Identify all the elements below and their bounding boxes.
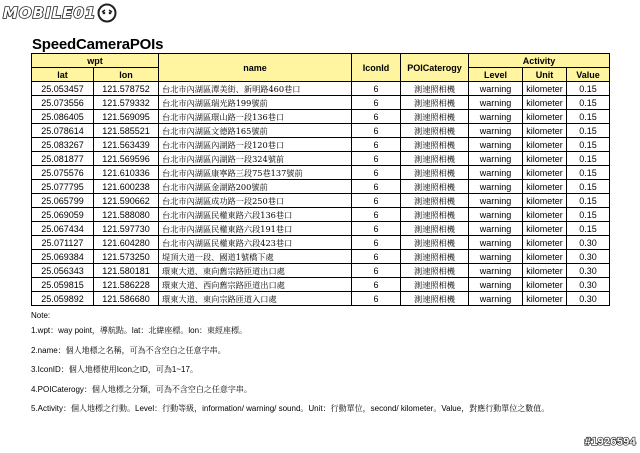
cell-lat: 25.059892 bbox=[32, 292, 94, 306]
table-row bbox=[32, 96, 610, 110]
table-row bbox=[32, 222, 610, 236]
cell-iconid: 6 bbox=[352, 208, 401, 222]
cell-value: 0.30 bbox=[567, 292, 610, 306]
cell-name: 環東大道、西向舊宗路匝道出口處 bbox=[159, 278, 352, 292]
cell-lat: 25.078614 bbox=[32, 124, 94, 138]
cell-unit: kilometer bbox=[523, 82, 567, 96]
logo-face-icon bbox=[97, 3, 117, 23]
cell-unit: kilometer bbox=[523, 264, 567, 278]
cell-lat: 25.083267 bbox=[32, 138, 94, 152]
cell-category: 測速照相機 bbox=[401, 208, 469, 222]
cell-lon: 121.579332 bbox=[94, 96, 159, 110]
cell-category: 測速照相機 bbox=[401, 236, 469, 250]
cell-lat: 25.053457 bbox=[32, 82, 94, 96]
logo-text: MOBILE01 bbox=[3, 4, 97, 22]
cell-value: 0.15 bbox=[567, 110, 610, 124]
cell-level: warning bbox=[469, 180, 523, 194]
cell-category: 測速照相機 bbox=[401, 278, 469, 292]
cell-name: 台北市內湖區環山路一段136巷口 bbox=[159, 110, 352, 124]
cell-iconid: 6 bbox=[352, 152, 401, 166]
cell-iconid: 6 bbox=[352, 278, 401, 292]
cell-level: warning bbox=[469, 208, 523, 222]
cell-level: warning bbox=[469, 250, 523, 264]
image-id-watermark: #1926594 bbox=[584, 436, 636, 448]
cell-iconid: 6 bbox=[352, 250, 401, 264]
table-body bbox=[32, 82, 610, 306]
cell-level: warning bbox=[469, 236, 523, 250]
cell-unit: kilometer bbox=[523, 292, 567, 306]
cell-lat: 25.065799 bbox=[32, 194, 94, 208]
cell-iconid: 6 bbox=[352, 236, 401, 250]
cell-lon: 121.569596 bbox=[94, 152, 159, 166]
cell-unit: kilometer bbox=[523, 236, 567, 250]
note-item: 1.wpt：way point，導航點。lat：北緯座標。lon：東經座標。 bbox=[31, 326, 248, 335]
cell-lon: 121.569095 bbox=[94, 110, 159, 124]
cell-category: 測速照相機 bbox=[401, 82, 469, 96]
note-item: 2.name：個人地標之名稱，可為不含空白之任意字串。 bbox=[31, 345, 226, 355]
cell-lat: 25.073556 bbox=[32, 96, 94, 110]
cell-lat: 25.071127 bbox=[32, 236, 94, 250]
cell-unit: kilometer bbox=[523, 166, 567, 180]
cell-name: 台北市內湖區民權東路六段136巷口 bbox=[159, 208, 352, 222]
cell-name: 台北市內湖區民權東路六段191巷口 bbox=[159, 222, 352, 236]
cell-lat: 25.067434 bbox=[32, 222, 94, 236]
cell-category: 測速照相機 bbox=[401, 222, 469, 236]
header-lat: lat bbox=[32, 68, 94, 82]
cell-lat: 25.069059 bbox=[32, 208, 94, 222]
cell-level: warning bbox=[469, 222, 523, 236]
table-row bbox=[32, 82, 610, 96]
cell-lon: 121.585521 bbox=[94, 124, 159, 138]
cell-lon: 121.604280 bbox=[94, 236, 159, 250]
cell-category: 測速照相機 bbox=[401, 166, 469, 180]
header-activity: Activity bbox=[469, 54, 610, 68]
cell-lat: 25.059815 bbox=[32, 278, 94, 292]
cell-name: 堤頂大道一段、國道1號橋下處 bbox=[159, 250, 352, 264]
cell-name: 環東大道、東向舊宗路匝道出口處 bbox=[159, 264, 352, 278]
cell-lat: 25.086405 bbox=[32, 110, 94, 124]
cell-unit: kilometer bbox=[523, 278, 567, 292]
cell-level: warning bbox=[469, 96, 523, 110]
cell-level: warning bbox=[469, 292, 523, 306]
table-row bbox=[32, 124, 610, 138]
cell-lon: 121.563439 bbox=[94, 138, 159, 152]
cell-name: 台北市內湖區內湖路一段120巷口 bbox=[159, 138, 352, 152]
cell-value: 0.15 bbox=[567, 166, 610, 180]
cell-category: 測速照相機 bbox=[401, 264, 469, 278]
header-lon: lon bbox=[94, 68, 159, 82]
cell-name: 台北市內湖區金湖路200號前 bbox=[159, 180, 352, 194]
mobile01-logo bbox=[3, 2, 117, 24]
header-poi-category: POICaterogy bbox=[401, 54, 469, 82]
cell-value: 0.30 bbox=[567, 278, 610, 292]
cell-value: 0.15 bbox=[567, 180, 610, 194]
cell-name: 台北市內湖區民權東路六段423巷口 bbox=[159, 236, 352, 250]
cell-unit: kilometer bbox=[523, 96, 567, 110]
cell-category: 測速照相機 bbox=[401, 292, 469, 306]
header-name: name bbox=[159, 54, 352, 82]
cell-level: warning bbox=[469, 124, 523, 138]
table-row bbox=[32, 292, 610, 306]
cell-iconid: 6 bbox=[352, 166, 401, 180]
cell-unit: kilometer bbox=[523, 124, 567, 138]
cell-lon: 121.610336 bbox=[94, 166, 159, 180]
cell-name: 台北市內湖區潭美街、新明路460巷口 bbox=[159, 82, 352, 96]
table-row bbox=[32, 264, 610, 278]
note-item: 3.IconID：個人地標使用Icon之ID，可為1~17。 bbox=[31, 365, 198, 375]
cell-category: 測速照相機 bbox=[401, 124, 469, 138]
cell-level: warning bbox=[469, 264, 523, 278]
cell-value: 0.15 bbox=[567, 208, 610, 222]
cell-unit: kilometer bbox=[523, 208, 567, 222]
cell-value: 0.30 bbox=[567, 250, 610, 264]
note-item: 4.POICaterogy：個人地標之分類，可為不含空白之任意字串。 bbox=[31, 384, 252, 394]
cell-lon: 121.586680 bbox=[94, 292, 159, 306]
table-row bbox=[32, 278, 610, 292]
cell-level: warning bbox=[469, 82, 523, 96]
cell-value: 0.30 bbox=[567, 236, 610, 250]
cell-iconid: 6 bbox=[352, 96, 401, 110]
cell-level: warning bbox=[469, 278, 523, 292]
cell-name: 台北市內湖區文德路165號前 bbox=[159, 124, 352, 138]
header-value: Value bbox=[567, 68, 610, 82]
cell-name: 台北市內湖區成功路一段250巷口 bbox=[159, 194, 352, 208]
cell-lon: 121.588080 bbox=[94, 208, 159, 222]
cell-lon: 121.586228 bbox=[94, 278, 159, 292]
cell-category: 測速照相機 bbox=[401, 180, 469, 194]
notes-heading: Note: bbox=[31, 311, 51, 320]
cell-iconid: 6 bbox=[352, 124, 401, 138]
cell-level: warning bbox=[469, 194, 523, 208]
cell-value: 0.15 bbox=[567, 194, 610, 208]
table-row bbox=[32, 180, 610, 194]
cell-level: warning bbox=[469, 166, 523, 180]
cell-lon: 121.590662 bbox=[94, 194, 159, 208]
cell-value: 0.15 bbox=[567, 152, 610, 166]
cell-iconid: 6 bbox=[352, 222, 401, 236]
document-title: SpeedCameraPOIs bbox=[32, 36, 164, 53]
cell-name: 台北市內湖區康寧路三段75巷137號前 bbox=[159, 166, 352, 180]
cell-unit: kilometer bbox=[523, 110, 567, 124]
cell-value: 0.15 bbox=[567, 124, 610, 138]
cell-category: 測速照相機 bbox=[401, 194, 469, 208]
table-row bbox=[32, 152, 610, 166]
header-iconid: IconId bbox=[352, 54, 401, 82]
cell-lon: 121.600238 bbox=[94, 180, 159, 194]
cell-unit: kilometer bbox=[523, 152, 567, 166]
table-row bbox=[32, 194, 610, 208]
cell-lon: 121.573250 bbox=[94, 250, 159, 264]
cell-lat: 25.056343 bbox=[32, 264, 94, 278]
cell-lat: 25.077795 bbox=[32, 180, 94, 194]
cell-unit: kilometer bbox=[523, 250, 567, 264]
cell-level: warning bbox=[469, 138, 523, 152]
notes-section bbox=[31, 311, 549, 424]
cell-unit: kilometer bbox=[523, 180, 567, 194]
cell-value: 0.15 bbox=[567, 138, 610, 152]
cell-iconid: 6 bbox=[352, 264, 401, 278]
cell-iconid: 6 bbox=[352, 110, 401, 124]
cell-category: 測速照相機 bbox=[401, 96, 469, 110]
cell-iconid: 6 bbox=[352, 82, 401, 96]
table-row bbox=[32, 166, 610, 180]
cell-iconid: 6 bbox=[352, 180, 401, 194]
note-item: 5.Activity：個人地標之行動。Level：行動等級，information/ warning/ sound。Unit：行動單位，second/ kilometer。Value，對應行動單位之數值。 bbox=[31, 404, 550, 414]
header-unit: Unit bbox=[523, 68, 567, 82]
table-group-header-row bbox=[32, 54, 610, 68]
cell-name: 台北市內湖區內湖路一段324號前 bbox=[159, 152, 352, 166]
cell-iconid: 6 bbox=[352, 194, 401, 208]
table-row bbox=[32, 250, 610, 264]
table-row bbox=[32, 138, 610, 152]
cell-lon: 121.580181 bbox=[94, 264, 159, 278]
table-row bbox=[32, 110, 610, 124]
cell-unit: kilometer bbox=[523, 222, 567, 236]
cell-lat: 25.081877 bbox=[32, 152, 94, 166]
cell-value: 0.30 bbox=[567, 264, 610, 278]
cell-iconid: 6 bbox=[352, 292, 401, 306]
header-wpt: wpt bbox=[32, 54, 159, 68]
cell-unit: kilometer bbox=[523, 194, 567, 208]
cell-iconid: 6 bbox=[352, 138, 401, 152]
table-row bbox=[32, 236, 610, 250]
cell-lon: 121.597730 bbox=[94, 222, 159, 236]
speed-camera-table bbox=[31, 53, 610, 306]
cell-lon: 121.578752 bbox=[94, 82, 159, 96]
cell-category: 測速照相機 bbox=[401, 138, 469, 152]
cell-name: 環東大道、東向宗路匝道入口處 bbox=[159, 292, 352, 306]
cell-category: 測速照相機 bbox=[401, 250, 469, 264]
table-row bbox=[32, 208, 610, 222]
header-level: Level bbox=[469, 68, 523, 82]
cell-category: 測速照相機 bbox=[401, 152, 469, 166]
cell-lat: 25.069384 bbox=[32, 250, 94, 264]
cell-lat: 25.075576 bbox=[32, 166, 94, 180]
cell-level: warning bbox=[469, 110, 523, 124]
cell-level: warning bbox=[469, 152, 523, 166]
cell-unit: kilometer bbox=[523, 138, 567, 152]
cell-value: 0.15 bbox=[567, 82, 610, 96]
cell-value: 0.15 bbox=[567, 96, 610, 110]
cell-value: 0.15 bbox=[567, 222, 610, 236]
cell-name: 台北市內湖區瑞光路199號前 bbox=[159, 96, 352, 110]
cell-category: 測速照相機 bbox=[401, 110, 469, 124]
